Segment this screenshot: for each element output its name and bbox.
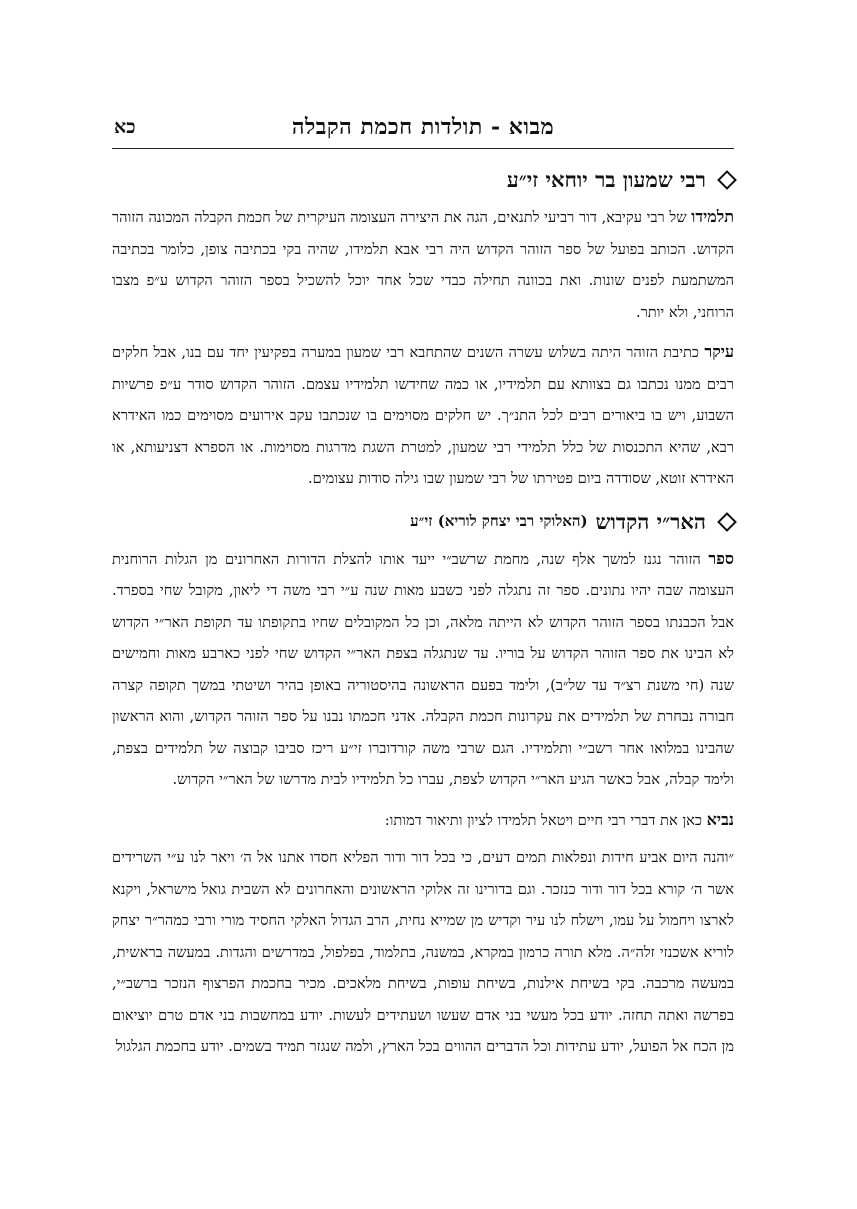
paragraph <box>112 804 734 837</box>
paragraph-text: ״והנה היום אביע חידות ונפלאות תמים דעים, כי בכל דור ודור הפליא חסדו אתנו אל ה׳ ויאר לנו ע״י השרידים אשר ה׳ קורא בכל דור ודור כנזכר. וגם בדורינו זה אלוקי הראשונים והאחרונים לא השבית גואל מישראל, ויקנא לארצו ויחמול על עמו, וישלח לנו עיר וקדיש מן שמייא נחית, הרב הגדול האלקי החסיד מורי ורבי כמהר״ר יצחק לוריא אשכנזי זלה״ה. מלא תורה כרמון במקרא, במשנה, בתלמוד, בפלפול, במדרשים והגדות. במעשה בראשית, במעשה מרכבה. בקי בשיחת אילנות, בשיחת עופות, בשיחת מלאכים. מכיר בחכמת הפרצוף הנזכר ברשב״י, בפרשה ואתה תחזה. יודע בכל מעשי בני אדם שעשו ושעתידים לעשות. יודע במחשבות בני אדם טרם יוציאום מן הכח אל הפועל, יודע עתידות וכל הדברים ההווים בכל הארץ, ולמה שנגזר תמיד בשמים. יודע בחכמת הגלגול <box>112 849 734 1055</box>
section-heading-rashbi <box>112 167 734 193</box>
header-title: מבוא - תולדות חכמת הקבלה <box>291 114 555 140</box>
section-heading-subtitle: (האלוקי רבי יצחק לוריא) זי״ע <box>410 512 588 530</box>
paragraph-lead-word: ספר <box>708 548 735 568</box>
quoted-paragraph <box>112 842 734 1063</box>
diamond-bullet-icon <box>717 170 737 190</box>
page-number: כא <box>114 116 136 138</box>
running-header <box>112 112 734 149</box>
document-page <box>112 112 734 1071</box>
paragraph-text: של רבי עקיבא, דור רביעי לתנאים, הגה את היצירה העצומה העיקרית של חכמת הקבלה המכונה הזוהר הקדוש. הכותב בפועל של ספר הזוהר הקדוש היה רבי אבא תלמידו, שהיה בקי בכתיבה צופן, כלומר בכתיבה המשתמעת לפנים שונות. ואת בכוונה תחילה כבדי שכל אחד יוכל להשכיל בספר הזוהר הקדוש ע״פ מצבו הרוחני, ולא יותר. <box>112 209 734 321</box>
section-heading-arizal <box>112 509 734 535</box>
paragraph-text: הזוהר נגנז למשך אלף שנה, מחמת שרשב״י ייעד אותו להצלת הדורות האחרונים מן הגלות הרוחנית העצומה שבה יהיו נתונים. ספר זה נתגלה לפני כשבע מאות שנה ע״י רבי משה די ליאון, מקובל שחי בספרד. אבל הכבנתו בספר הזוהר הקדוש לא הייתה מלאה, וכן כל המקובלים שחיו בתקופתו עד תקופת האר״י הקדוש לא הבינו את ספר הזוהר הקדוש על בוריו. עד שנתגלה בצפת האר״י הקדוש שחי לפני כארבע מאות וחמישים שנה (חי משנת רצ״ד עד של״ב), ולימד בפעם הראשונה בהיסטוריה באופן בהיר ושיטתי במשך תקופה קצרה חבורה נבחרת של תלמידים את עקרונות חכמת הקבלה. אדני חכמתו נבנו על ספר הזוהר הקדוש, והוא הראשון שהבינו במלואו אחר רשב״י ותלמידיו. הגם שרבי משה קורדוברו זי״ע ריכז סביבו קבוצה של תלמידים בצפת, ולימד קבלה, אבל כאשר הגיע האר״י הקדוש לצפת, עברו כל תלמידיו לבית מדרשו של האר״י הקדוש. <box>112 550 734 788</box>
diamond-bullet-icon <box>717 512 737 532</box>
paragraph-lead-word: נביא <box>706 809 734 829</box>
paragraph-text: כאן את דברי רבי חיים ויטאל תלמידו לציון ותיאור דמותו: <box>384 811 702 829</box>
paragraph-lead-word: עיקר <box>704 342 734 361</box>
paragraph <box>112 201 734 328</box>
section-heading-text: האר״י הקדוש <box>595 508 706 534</box>
paragraph <box>112 336 734 495</box>
paragraph-lead-word: תלמידו <box>691 207 735 226</box>
section-heading-text: רבי שמעון בר יוחאי זי״ע <box>506 167 706 192</box>
paragraph <box>112 543 734 796</box>
paragraph-text: כתיבת הזוהר היתה בשלוש עשרה השנים שהתחבא רבי שמעון במערה בפקיעין יחד עם בנו, אבל חלקים רבים ממנו נכתבו גם בצוותא עם תלמידיו, או כמה שחידשו תלמידיו עצמם. הזוהר הקדוש סודר ע״פ פרשיות השבוע, ויש בו ביאורים רבים לכל התנ״ך. יש חלקים מסוימים בו שנכתבו עקב אירועים מסוימים כמו האידרא רבא, שהיא התכנסות של כלל תלמידי רבי שמעון, למטרת השגת מדרגות מסוימות. או הספרא דצניעותא, או האידרא זוטא, שסודדה ביום פטירתו של רבי שמעון שבו גילה סודות עצומים. <box>112 344 734 487</box>
